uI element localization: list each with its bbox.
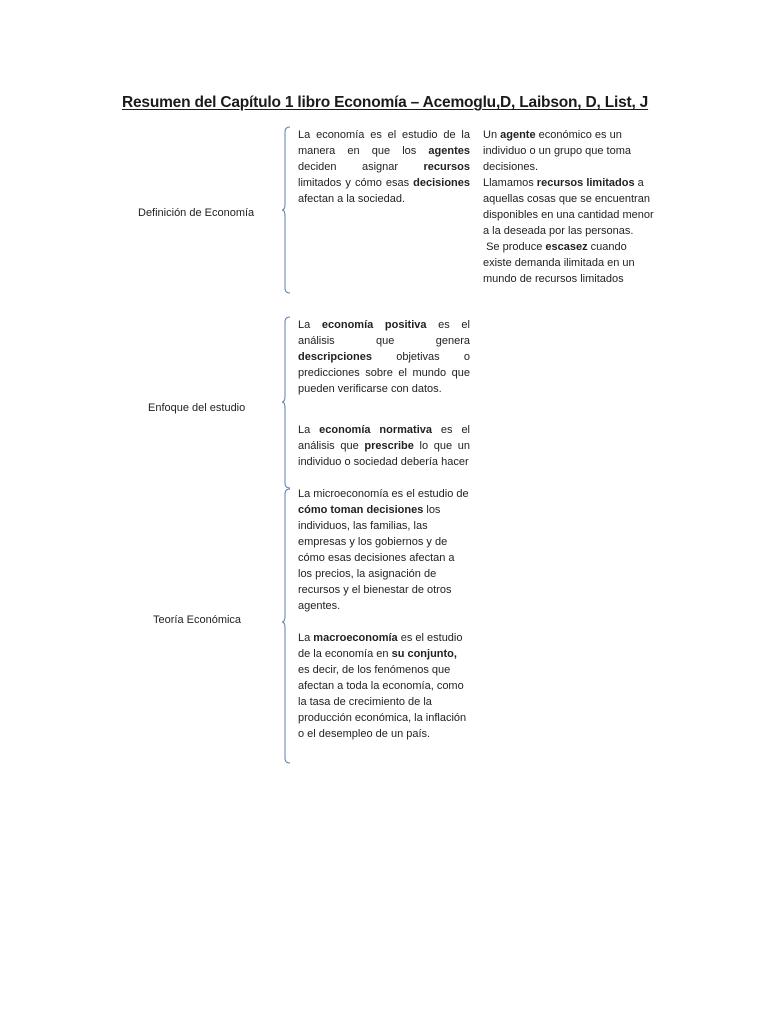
- text-run: Un: [483, 129, 501, 141]
- paragraph: [298, 317, 470, 397]
- economia-normativa-text: [298, 422, 470, 470]
- section-brace-definicion: [281, 126, 291, 294]
- definition-text: [298, 127, 470, 207]
- microeconomia-text: [298, 486, 470, 614]
- section-brace-enfoque: [281, 316, 291, 489]
- bold-term: recursos: [423, 161, 470, 173]
- bold-term: prescribe: [364, 440, 414, 452]
- section-label-definicion: Definición de Economía: [138, 207, 255, 219]
- text-run: La: [298, 632, 314, 644]
- section-label-teoria: Teoría Económica: [153, 614, 242, 626]
- bold-term: agente: [500, 129, 536, 141]
- text-run: deciden asignar: [298, 161, 424, 173]
- text-run: lo que un individuo o sociedad debería hacer: [298, 440, 470, 468]
- text-run: es el análisis que: [298, 424, 471, 452]
- paragraph: [298, 127, 470, 207]
- bold-term: decisiones: [413, 177, 470, 189]
- bold-term: descripciones: [298, 351, 372, 363]
- bold-term: escasez: [545, 241, 588, 253]
- text-run: cuando existe demanda ilimitada en un mundo de recursos limitados: [483, 241, 638, 285]
- text-run: limitados y cómo esas: [298, 177, 414, 189]
- text-run: es el estudio de la economía en: [298, 632, 463, 660]
- text-run: a aquellas cosas que se encuentran disponibles en una cantidad menor a la deseada por las personas.: [483, 177, 654, 237]
- paragraph: [298, 486, 470, 614]
- paragraph: [298, 422, 470, 470]
- bold-term: recursos limitados: [536, 177, 635, 189]
- text-run: económico es un individuo o un grupo que toma decisiones.: [483, 129, 631, 173]
- text-run: es decir, de los fenómenos que afectan a toda la economía, como la tasa de crecimiento de la producción económica, la inflación o el desempleo de un país.: [298, 664, 467, 740]
- text-run: La: [298, 424, 320, 436]
- text-run: objetivas o predicciones sobre el mundo que pueden verificarse con datos.: [298, 351, 470, 395]
- side-note-escasez: [483, 239, 658, 287]
- section-brace-teoria: [281, 488, 291, 764]
- text-run: La: [298, 319, 322, 331]
- bold-term: economía positiva: [321, 319, 427, 331]
- text-run: afectan a la sociedad.: [298, 193, 406, 205]
- bold-term: macroeconomía: [313, 632, 398, 644]
- side-note-recursos: [483, 175, 658, 239]
- macroeconomia-text: [298, 630, 470, 742]
- section-label-enfoque: Enfoque del estudio: [148, 402, 246, 414]
- bold-term: economía normativa: [319, 424, 432, 436]
- definition-side-notes: [483, 127, 658, 287]
- text-run: es el análisis que genera: [298, 319, 470, 347]
- bold-term: su conjunto,: [391, 648, 457, 660]
- paragraph: [298, 630, 470, 742]
- document-title: Resumen del Capítulo 1 libro Economía – Acemoglu,D, Laibson, D, List, J: [122, 94, 649, 111]
- text-run: los individuos, las familias, las empresas y los gobiernos y de cómo esas decisiones afectan a los precios, la asignación de recursos y el bienestar de otros agentes.: [298, 504, 455, 612]
- bold-term: agentes: [428, 145, 470, 157]
- text-run: La microeconomía es el estudio de: [298, 488, 469, 500]
- text-run: Llamamos: [483, 177, 537, 189]
- text-run: La economía es el estudio de la manera en que los: [298, 129, 470, 157]
- side-note-agente: [483, 127, 658, 175]
- bold-term: cómo toman decisiones: [298, 504, 424, 516]
- economia-positiva-text: [298, 317, 470, 397]
- text-run: Se produce: [483, 241, 546, 253]
